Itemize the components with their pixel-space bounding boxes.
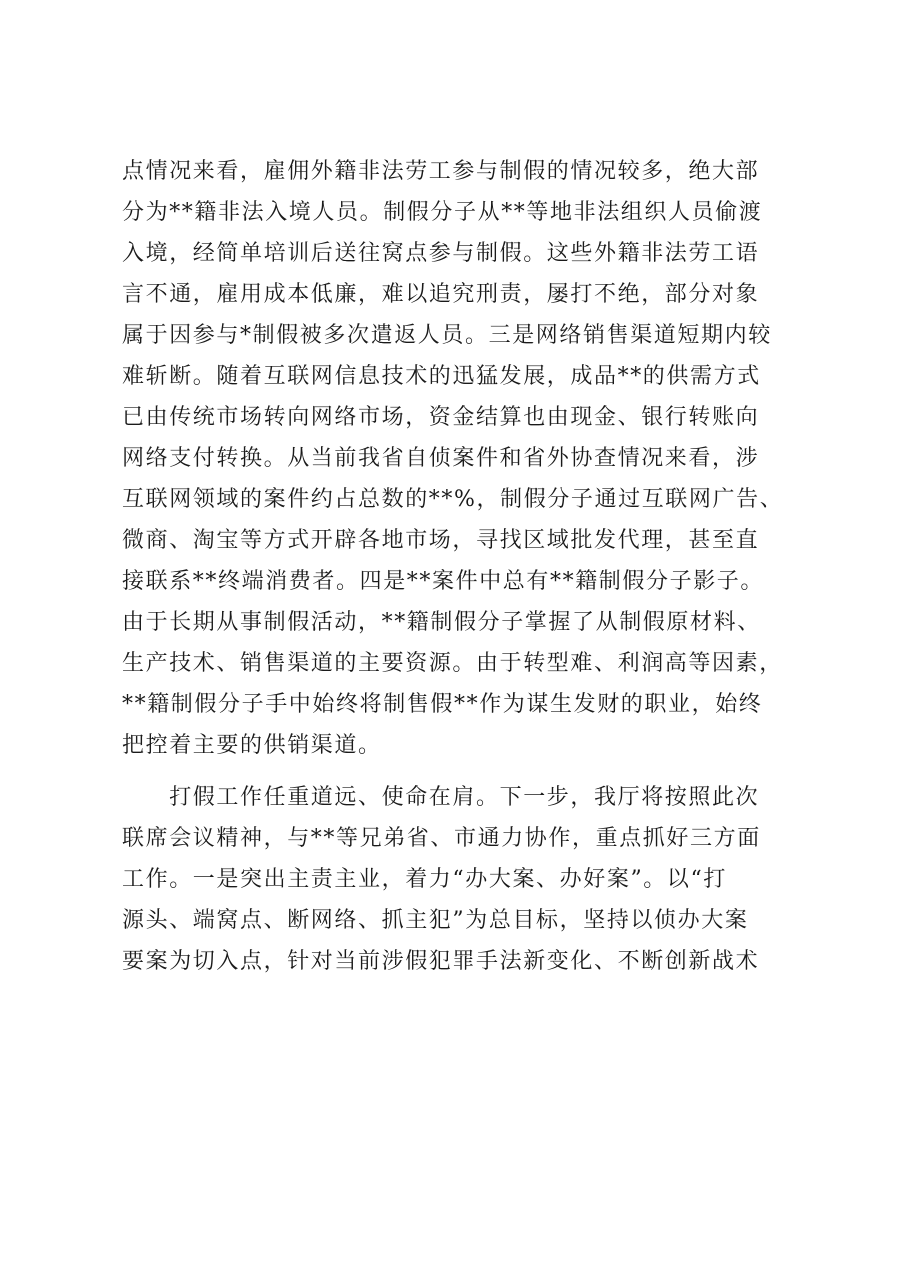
text-line: 互联网领域的案件约占总数的**%，制假分子通过互联网广告、 [122, 487, 784, 512]
text-line: 打假工作任重道远、使命在肩。下一步，我厅将按照此次 [122, 785, 760, 810]
text-line: 工作。一是突出主责主业，着力“办大案、办好案”。以“打 [122, 867, 727, 892]
text-line: **籍制假分子手中始终将制售假**作为谋生发财的职业，始终 [122, 692, 763, 717]
text-line: 难斩断。随着互联网信息技术的迅猛发展，成品**的供需方式 [122, 364, 761, 389]
text-line: 联席会议精神，与**等兄弟省、市通力协作，重点抓好三方面 [122, 826, 761, 851]
text-line: 网络支付转换。从当前我省自侦案件和省外协查情况来看，涉 [122, 446, 760, 471]
text-line: 要案为切入点，针对当前涉假犯罪手法新变化、不断创新战术 [122, 949, 760, 974]
text-line: 由于长期从事制假活动，**籍制假分子掌握了从制假原材料、 [122, 610, 761, 635]
text-line: 言不通，雇用成本低廉，难以追究刑责，屡打不绝，部分对象 [122, 282, 760, 307]
text-line: 生产技术、销售渠道的主要资源。由于转型难、利润高等因素， [122, 651, 783, 676]
text-line: 入境，经简单培训后送往窝点参与制假。这些外籍非法劳工语 [122, 241, 760, 266]
text-line: 属于因参与*制假被多次遣返人员。三是网络销售渠道短期内较 [122, 323, 772, 348]
text-line: 微商、淘宝等方式开辟各地市场，寻找区域批发代理，甚至直 [122, 528, 760, 553]
text-line: 已由传统市场转向网络市场，资金结算也由现金、银行转账向 [122, 405, 760, 430]
text-line: 把控着主要的供销渠道。 [122, 733, 382, 758]
text-line: 接联系**终端消费者。四是**案件中总有**籍制假分子影子。 [122, 569, 765, 594]
text-line: 分为**籍非法入境人员。制假分子从**等地非法组织人员偷渡 [122, 200, 763, 225]
text-line: 源头、端窝点、断网络、抓主犯”为总目标，坚持以侦办大案 [122, 908, 749, 933]
text-line: 点情况来看，雇佣外籍非法劳工参与制假的情况较多，绝大部 [122, 159, 760, 184]
